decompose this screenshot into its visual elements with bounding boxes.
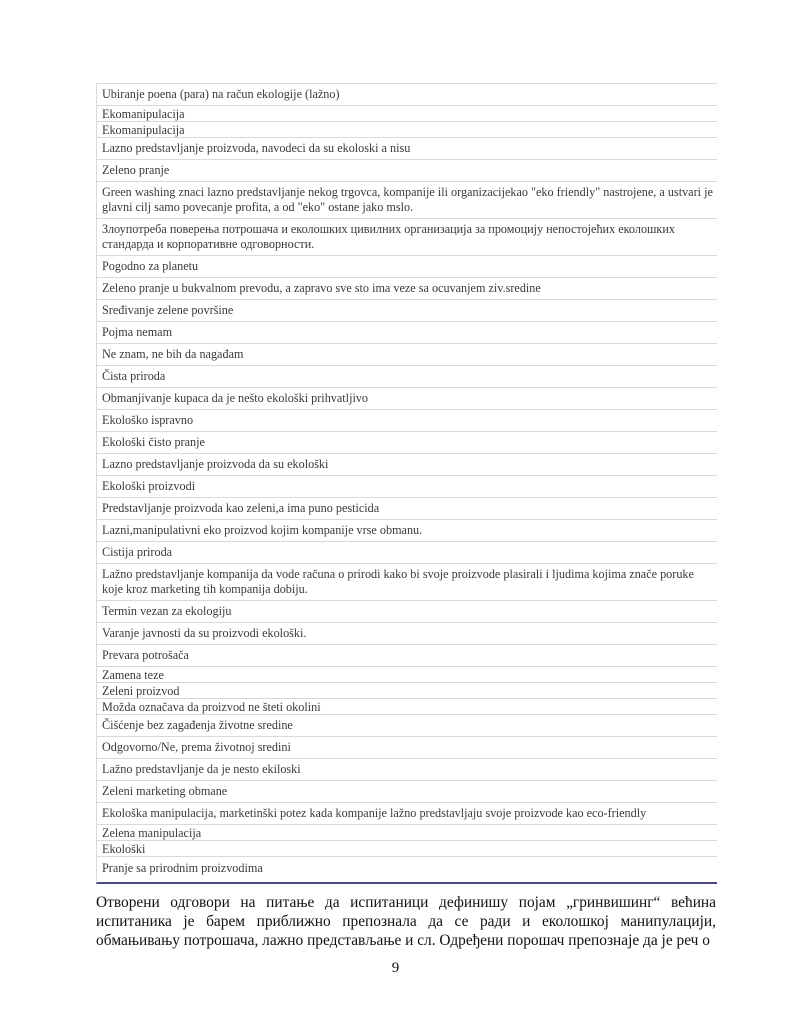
table-row: Odgovorno/Ne, prema životnoj sredini: [97, 737, 717, 759]
table-row: Sređivanje zelene površine: [97, 300, 717, 322]
table-row: Prevara potrošača: [97, 645, 717, 667]
table-row: Ekomanipulacija: [97, 106, 717, 122]
table-row: Varanje javnosti da su proizvodi ekološki.: [97, 623, 717, 645]
table-row: Ekološki: [97, 841, 717, 857]
responses-table: [96, 83, 717, 884]
table-row: Zeleni marketing obmane: [97, 781, 717, 803]
table-row: Ekomanipulacija: [97, 122, 717, 138]
table-row: Lazno predstavljanje proizvoda da su ekološki: [97, 454, 717, 476]
table-row: Obmanjivanje kupaca da je nešto ekološki prihvatljivo: [97, 388, 717, 410]
table-row: Ubiranje poena (para) na račun ekologije (lažno): [97, 84, 717, 106]
table-row: Злоупотреба поверења потрошача и еколошких цивилних организација за промоцију непостојећих еколошких стандарда и корпоративне одговорности.: [97, 219, 717, 256]
table-row: Zeleno pranje: [97, 160, 717, 182]
table-row: Termin vezan za ekologiju: [97, 601, 717, 623]
table-row: Zelena manipulacija: [97, 825, 717, 841]
table-row: Zamena teze: [97, 667, 717, 683]
table-row: Ne znam, ne bih da nagađam: [97, 344, 717, 366]
table-row: Ekološko ispravno: [97, 410, 717, 432]
table-row: Green washing znaci lazno predstavljanje nekog trgovca, kompanije ili organizacijekao "eko friendly" nastrojene, a ustvari je glavni cilj samo povecanje profita, a od "eko" ostane jako mslo.: [97, 182, 717, 219]
table-row: Zeleni proizvod: [97, 683, 717, 699]
table-row: Pranje sa prirodnim proizvodima: [102, 861, 263, 875]
table-row: Čišćenje bez zagađenja životne sredine: [97, 715, 717, 737]
table-row: Zeleno pranje u bukvalnom prevodu, a zapravo sve sto ima veze sa ocuvanjem ziv.sredine: [97, 278, 717, 300]
body-paragraph: Отворени одговори на питање да испитаници дефинишу појам „гринвишинг“ већина испитаника је барем приближно препознала да се ради и еколошкој манипулацији, обмањивању потрошача, лажно представљање и сл. Одређени порошач препознаје да је реч о: [96, 894, 716, 950]
table-row: Možda označava da proizvod ne šteti okolini: [97, 699, 717, 715]
table-row: Predstavljanje proizvoda kao zeleni,a ima puno pesticida: [97, 498, 717, 520]
table-row: Lazni,manipulativni eko proizvod kojim kompanije vrse obmanu.: [97, 520, 717, 542]
table-row: Ekološka manipulacija, marketinški potez kada kompanije lažno predstavljaju svoje proizvode kao eco-friendly: [97, 803, 717, 825]
table-row: Lazno predstavljanje proizvoda, navodeci da su ekoloski a nisu: [97, 138, 717, 160]
table-row: Pojma nemam: [97, 322, 717, 344]
table-row: Pogodno za planetu: [97, 256, 717, 278]
page-number: 9: [391, 960, 400, 976]
table-row: Cistija priroda: [97, 542, 717, 564]
table-row: Ekološki proizvodi: [97, 476, 717, 498]
table-row: Ekološki čisto pranje: [97, 432, 717, 454]
table-row: Lažno predstavljanje da je nesto ekiloski: [97, 759, 717, 781]
table-row: Čista priroda: [97, 366, 717, 388]
table-row: Lažno predstavljanje kompanija da vode računa o prirodi kako bi svoje proizvode plasirali i ljudima kojima znače poruke koje kroz marketing tih kompanija dobiju.: [97, 564, 717, 601]
